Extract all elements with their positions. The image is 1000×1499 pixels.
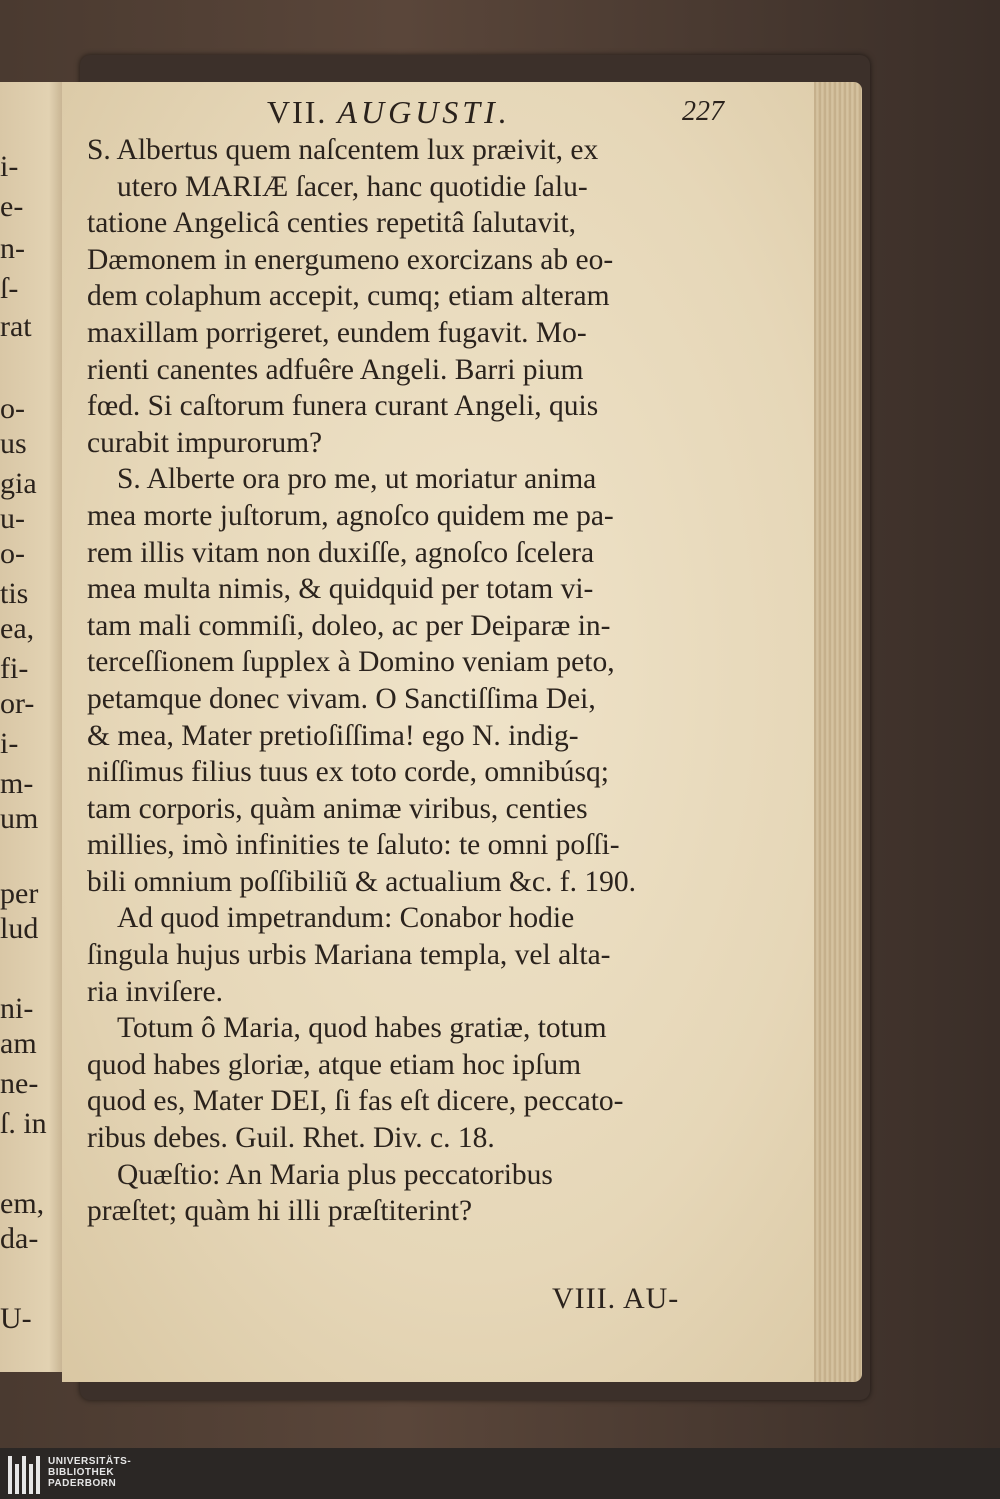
library-logo-icon: [8, 1456, 40, 1494]
page-number: 227: [682, 96, 724, 127]
text-line: utero MARIÆ ſacer, hanc quotidie ſalu-: [117, 170, 588, 203]
library-logo: [8, 1456, 131, 1494]
left-page-fragment: rat: [0, 310, 32, 343]
text-line: & mea, Mater pretioſiſſima! ego N. indig-: [87, 719, 579, 752]
text-line: maxillam porrigeret, eundem fugavit. Mo-: [87, 316, 587, 349]
text-line: niſſimus filius tuus ex toto corde, omnibúsq;: [87, 756, 609, 789]
left-page-fragment: am: [0, 1027, 37, 1060]
text-line: ribus debes. Guil. Rhet. Div. c. 18.: [87, 1122, 495, 1155]
left-page-fragment: per: [0, 877, 39, 910]
left-page-fragment: ſ-: [0, 272, 19, 305]
text-line: præſtet; quàm hi illi præſtiterint?: [87, 1195, 473, 1228]
left-page: [0, 82, 70, 1372]
text-line: Quæſtio: An Maria plus peccatoribus: [117, 1158, 553, 1191]
text-line: tatione Angelicâ centies repetitâ ſalutavit,: [87, 207, 577, 240]
text-line: fœd. Si caſtorum funera curant Angeli, quis: [87, 390, 599, 423]
text-line: ſingula hujus urbis Mariana templa, vel alta-: [87, 939, 611, 972]
left-page-fragment: o-: [0, 392, 25, 425]
text-line: curabit impurorum?: [87, 426, 323, 459]
text-line: terceſſionem ſupplex à Domino veniam peto,: [87, 646, 615, 679]
left-page-fragment: ea,: [0, 612, 35, 645]
left-page-fragment: ſ. in: [0, 1107, 47, 1140]
text-line: Dæmonem in energumeno exorcizans ab eo-: [87, 243, 614, 276]
library-logo-text: UNIVERSITÄTS- BIBLIOTHEK PADERBORN: [48, 1456, 132, 1489]
page-header: [62, 94, 814, 134]
left-page-fragment: gia: [0, 467, 37, 500]
text-line: mea morte juſtorum, agnoſco quidem me pa-: [87, 499, 614, 532]
left-page-fragment: da-: [0, 1222, 39, 1255]
left-page-fragment: or-: [0, 687, 35, 720]
left-page-fragment: us: [0, 427, 27, 460]
month-title: AUGUSTI.: [337, 94, 511, 130]
left-page-fragment: tis: [0, 577, 29, 610]
text-line: rem illis vitam non duxiſſe, agnoſco ſcelera: [87, 536, 595, 569]
left-page-fragment: n-: [0, 232, 25, 265]
text-line: quod habes gloriæ, atque etiam hoc ipſum: [87, 1048, 582, 1081]
body-text: [87, 132, 777, 1230]
text-line: ria inviſere.: [87, 975, 223, 1008]
left-page-fragment: um: [0, 802, 39, 835]
text-line: Ad quod impetrandum: Conabor hodie: [117, 902, 575, 935]
text-line: Totum ô Maria, quod habes gratiæ, totum: [117, 1012, 607, 1045]
left-page-fragment: o-: [0, 537, 25, 570]
text-line: S. Albertus quem naſcentem lux præivit, ex: [87, 134, 599, 166]
left-page-fragment: e-: [0, 190, 24, 223]
left-page-fragment: m-: [0, 767, 34, 800]
left-page-fragment: ne-: [0, 1067, 39, 1100]
footer-bar: [0, 1448, 1000, 1499]
text-line: S. Alberte ora pro me, ut moriatur anima: [117, 463, 597, 496]
left-page-fragment: em,: [0, 1187, 45, 1220]
chapter-number: VII.: [267, 94, 328, 130]
text-line: rienti canentes adfuêre Angeli. Barri pium: [87, 353, 584, 386]
left-page-fragment: i-: [0, 727, 19, 760]
catchword: VIII. AU-: [552, 1282, 680, 1315]
text-line: bili omnium poſſibiliũ & actualium &c. f. 190.: [87, 865, 636, 898]
text-line: millies, imò infinities te ſaluto: te omni poſſi-: [87, 829, 620, 862]
right-page: [62, 82, 814, 1382]
left-page-fragment: U-: [0, 1302, 32, 1335]
left-page-fragment: ni-: [0, 992, 34, 1025]
text-line: dem colaphum accepit, cumq; etiam alteram: [87, 280, 610, 313]
text-line: quod es, Mater DEI, ſi fas eſt dicere, peccato-: [87, 1085, 624, 1118]
left-page-fragment: lud: [0, 912, 39, 945]
text-line: petamque donec vivam. O Sanctiſſima Dei,: [87, 682, 596, 715]
left-page-fragment: i-: [0, 150, 19, 183]
left-page-fragment: u-: [0, 502, 25, 535]
text-line: tam corporis, quàm animæ viribus, centies: [87, 792, 588, 825]
text-line: mea multa nimis, & quidquid per totam vi-: [87, 573, 594, 606]
left-page-fragment: fi-: [0, 652, 29, 685]
page-edges: [812, 82, 862, 1382]
text-line: tam mali commiſi, doleo, ac per Deiparæ in-: [87, 609, 611, 642]
running-title: [267, 94, 511, 131]
